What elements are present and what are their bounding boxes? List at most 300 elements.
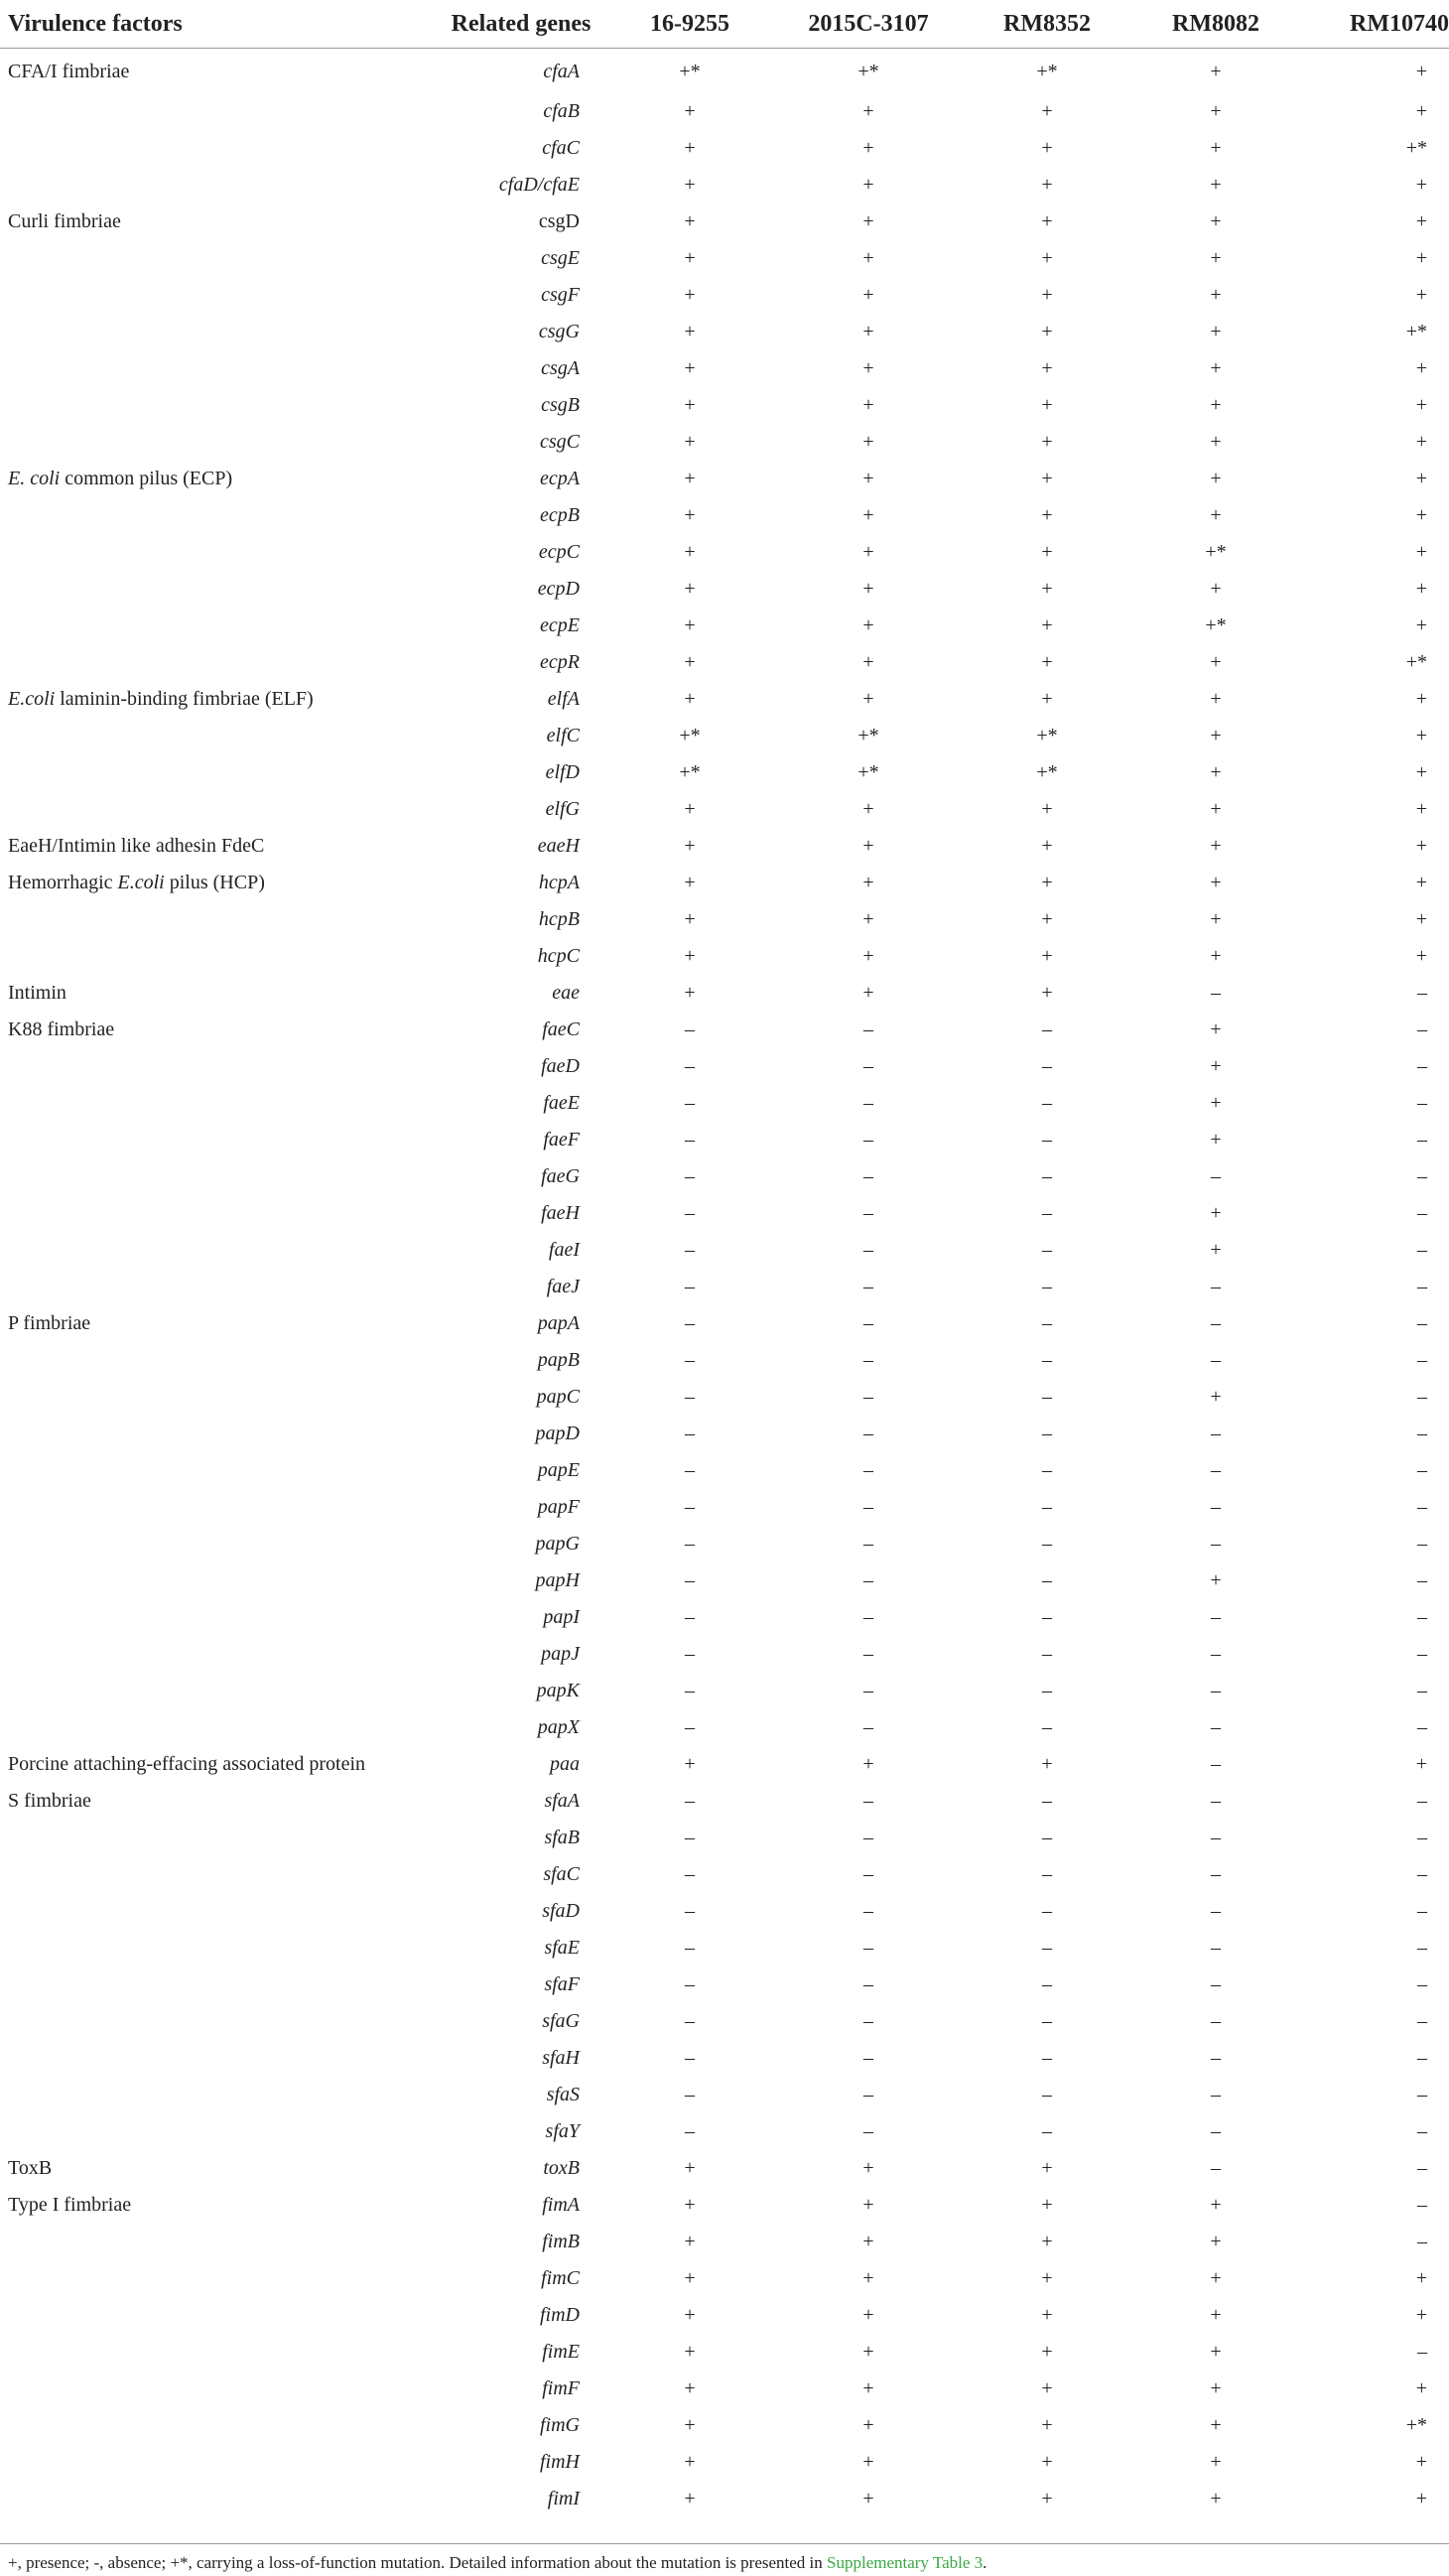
table-row xyxy=(0,1562,1449,1599)
presence-cell: – xyxy=(1042,1092,1052,1114)
related-gene-cell: papD xyxy=(535,1423,580,1444)
table-row xyxy=(0,975,1449,1012)
related-gene-cell: cfaD/cfaE xyxy=(498,174,580,196)
presence-cell: – xyxy=(1042,1312,1052,1334)
presence-cell: + xyxy=(1210,1129,1222,1151)
presence-cell: – xyxy=(1211,1312,1221,1334)
virulence-factor-cell xyxy=(0,203,437,240)
presence-cell: + xyxy=(1041,2194,1053,2216)
presence-cell: + xyxy=(1415,504,1427,526)
virulence-factor-cell xyxy=(0,1012,437,1048)
presence-cell: + xyxy=(684,2157,696,2179)
presence-cell: – xyxy=(863,1386,873,1408)
related-gene-cell: sfaY xyxy=(545,2120,580,2142)
virulence-factor-cell xyxy=(0,938,437,975)
related-gene-cell: papX xyxy=(537,1716,580,1738)
related-gene-cell: fimI xyxy=(547,2488,580,2509)
related-gene-cell: faeI xyxy=(548,1239,580,1261)
presence-cell: – xyxy=(1042,1680,1052,1701)
presence-cell: – xyxy=(1417,1386,1427,1408)
related-gene-cell: faeH xyxy=(541,1202,580,1224)
presence-cell: – xyxy=(1417,1827,1427,1848)
virulence-factor-species: E.coli xyxy=(8,688,56,710)
presence-cell: – xyxy=(685,1459,695,1481)
virulence-factor-cell xyxy=(0,901,437,938)
presence-cell: + xyxy=(1210,2267,1222,2289)
presence-cell: – xyxy=(863,1312,873,1334)
presence-cell: – xyxy=(1042,1423,1052,1444)
virulence-factor-cell xyxy=(0,497,437,534)
virulence-factor-cell xyxy=(0,1379,437,1416)
virulence-factor-species: E.coli xyxy=(117,872,165,893)
presence-cell: – xyxy=(685,1569,695,1591)
presence-cell: – xyxy=(863,1900,873,1922)
presence-cell: – xyxy=(1417,1239,1427,1261)
presence-cell: – xyxy=(685,2120,695,2142)
virulence-factor-name: S fimbriae xyxy=(8,1790,91,1812)
presence-cell: + xyxy=(1041,2488,1053,2509)
presence-cell: + xyxy=(1415,798,1427,820)
table-row xyxy=(0,350,1449,387)
presence-cell: + xyxy=(684,137,696,159)
related-gene-cell: hcpC xyxy=(537,945,580,967)
presence-cell: + xyxy=(1210,1202,1222,1224)
presence-cell: – xyxy=(1417,1349,1427,1371)
table-row xyxy=(0,2224,1449,2260)
presence-cell: – xyxy=(685,1496,695,1518)
table-row xyxy=(0,1636,1449,1673)
related-gene-cell: fimH xyxy=(540,2451,580,2473)
table-row xyxy=(0,608,1449,644)
virulence-factor-cell xyxy=(0,1562,437,1599)
presence-cell: – xyxy=(1417,1606,1427,1628)
related-gene-cell: paa xyxy=(550,1753,580,1775)
related-gene-cell: fimF xyxy=(542,2377,580,2399)
presence-cell: – xyxy=(1417,1055,1427,1077)
table-row xyxy=(0,2113,1449,2150)
virulence-factor-cell xyxy=(0,754,437,791)
presence-cell: + xyxy=(1041,2267,1053,2289)
virulence-factor-name: K88 fimbriae xyxy=(8,1018,115,1040)
presence-cell: + xyxy=(862,908,874,930)
presence-cell: + xyxy=(684,2341,696,2363)
presence-cell: – xyxy=(863,1349,873,1371)
virulence-factor-cell xyxy=(0,2260,437,2297)
table-footnote xyxy=(8,2553,987,2573)
presence-cell: + xyxy=(1210,2414,1222,2436)
header-strain-rm8352: RM8352 xyxy=(963,0,1131,49)
related-gene-cell: csgF xyxy=(541,284,580,306)
presence-cell: – xyxy=(863,2010,873,2032)
presence-cell: – xyxy=(685,1973,695,1995)
related-gene-cell: papK xyxy=(536,1680,580,1701)
presence-cell: – xyxy=(1042,1716,1052,1738)
presence-cell: + xyxy=(1210,61,1222,82)
presence-cell: + xyxy=(1041,578,1053,600)
virulence-factor-cell xyxy=(0,1269,437,1305)
related-gene-cell: elfD xyxy=(545,761,580,783)
virulence-factor-cell xyxy=(0,2334,437,2371)
presence-cell: – xyxy=(863,1606,873,1628)
presence-cell: – xyxy=(863,1973,873,1995)
table-row xyxy=(0,497,1449,534)
related-gene-cell: papH xyxy=(535,1569,580,1591)
table-row xyxy=(0,901,1449,938)
presence-cell: + xyxy=(1415,247,1427,269)
presence-cell: + xyxy=(1210,1569,1222,1591)
presence-cell: + xyxy=(684,210,696,232)
presence-cell: + xyxy=(1210,100,1222,122)
presence-cell: + xyxy=(684,394,696,416)
virulence-factor-cell xyxy=(0,350,437,387)
presence-cell: + xyxy=(684,798,696,820)
virulence-factor-name: common pilus (ECP) xyxy=(60,468,233,489)
related-gene-cell: sfaA xyxy=(544,1790,580,1812)
presence-cell: + xyxy=(862,210,874,232)
presence-cell: + xyxy=(1415,61,1427,82)
presence-cell: + xyxy=(1041,835,1053,857)
presence-cell: + xyxy=(1415,835,1427,857)
presence-cell: +* xyxy=(1405,321,1427,342)
presence-cell: +* xyxy=(1036,725,1058,746)
presence-cell: +* xyxy=(679,761,701,783)
presence-cell: – xyxy=(863,1827,873,1848)
virulence-factor-cell xyxy=(0,93,437,130)
related-gene-cell: cfaB xyxy=(543,100,580,122)
presence-cell: – xyxy=(1417,2157,1427,2179)
presence-cell: + xyxy=(862,835,874,857)
presence-cell: + xyxy=(1041,688,1053,710)
presence-cell: – xyxy=(863,2047,873,2069)
virulence-factor-cell xyxy=(0,1893,437,1930)
table-row xyxy=(0,791,1449,828)
presence-cell: + xyxy=(1210,651,1222,673)
virulence-factor-cell xyxy=(0,1416,437,1452)
related-gene-cell: sfaG xyxy=(542,2010,580,2032)
presence-cell: + xyxy=(1415,100,1427,122)
presence-cell: – xyxy=(1417,2010,1427,2032)
virulence-factor-cell xyxy=(0,1452,437,1489)
presence-cell: – xyxy=(1042,1018,1052,1040)
table-row xyxy=(0,1599,1449,1636)
presence-cell: + xyxy=(1415,688,1427,710)
presence-cell: + xyxy=(862,174,874,196)
presence-cell: + xyxy=(862,872,874,893)
presence-cell: + xyxy=(862,541,874,563)
presence-cell: + xyxy=(1415,945,1427,967)
table-row xyxy=(0,1122,1449,1158)
related-gene-cell: sfaS xyxy=(546,2084,580,2105)
presence-cell: – xyxy=(1417,1092,1427,1114)
supplementary-table-link[interactable]: Supplementary Table 3 xyxy=(827,2553,984,2572)
presence-cell: – xyxy=(863,1680,873,1701)
presence-cell: – xyxy=(1211,1496,1221,1518)
presence-cell: + xyxy=(684,908,696,930)
presence-cell: – xyxy=(1417,1496,1427,1518)
presence-cell: +* xyxy=(857,761,879,783)
related-gene-cell: papI xyxy=(543,1606,580,1628)
presence-cell: – xyxy=(1042,1386,1052,1408)
virulence-factor-cell xyxy=(0,277,437,314)
virulence-factor-name: CFA/I fimbriae xyxy=(8,61,130,82)
related-gene-cell: sfaF xyxy=(544,1973,580,1995)
presence-cell: + xyxy=(1041,2341,1053,2363)
presence-cell: – xyxy=(1042,1790,1052,1812)
presence-cell: + xyxy=(1210,2194,1222,2216)
presence-cell: + xyxy=(1415,1753,1427,1775)
related-gene-cell: faeC xyxy=(542,1018,580,1040)
presence-cell: – xyxy=(1042,1533,1052,1555)
presence-cell: – xyxy=(1042,1900,1052,1922)
header-strain-2015c-3107: 2015C-3107 xyxy=(774,0,963,49)
presence-cell: + xyxy=(684,174,696,196)
presence-cell: – xyxy=(685,1312,695,1334)
presence-cell: + xyxy=(1210,174,1222,196)
virulence-factor-species: E. coli xyxy=(8,468,61,489)
presence-cell: + xyxy=(684,357,696,379)
virulence-factor-cell xyxy=(0,2150,437,2187)
table-row xyxy=(0,828,1449,865)
virulence-factor-cell xyxy=(0,644,437,681)
presence-cell: + xyxy=(684,504,696,526)
table-row xyxy=(0,2040,1449,2077)
presence-cell: + xyxy=(862,2414,874,2436)
presence-cell: – xyxy=(685,1680,695,1701)
related-gene-cell: ecpC xyxy=(538,541,580,563)
presence-cell: – xyxy=(685,1533,695,1555)
related-gene-cell: papE xyxy=(537,1459,580,1481)
presence-cell: + xyxy=(1041,247,1053,269)
presence-cell: + xyxy=(684,614,696,636)
related-gene-cell: faeE xyxy=(543,1092,580,1114)
presence-cell: – xyxy=(685,1827,695,1848)
presence-cell: + xyxy=(684,2267,696,2289)
presence-cell: – xyxy=(685,1643,695,1665)
presence-cell: + xyxy=(1415,357,1427,379)
presence-cell: – xyxy=(685,1202,695,1224)
virulence-factor-cell xyxy=(0,167,437,203)
related-gene-cell: csgC xyxy=(540,431,580,453)
presence-cell: – xyxy=(685,1716,695,1738)
presence-cell: – xyxy=(1042,1276,1052,1297)
presence-cell: – xyxy=(1042,1055,1052,1077)
presence-cell: – xyxy=(1211,2157,1221,2179)
presence-cell: +* xyxy=(1036,61,1058,82)
table-row xyxy=(0,277,1449,314)
presence-cell: – xyxy=(685,1165,695,1187)
related-gene-cell: csgD xyxy=(538,210,580,232)
table-row xyxy=(0,1048,1449,1085)
presence-cell: + xyxy=(684,2451,696,2473)
table-row xyxy=(0,240,1449,277)
table-body xyxy=(0,49,1449,2518)
presence-cell: – xyxy=(1417,1129,1427,1151)
presence-cell: + xyxy=(1210,1055,1222,1077)
virulence-factor-cell xyxy=(0,1746,437,1783)
virulence-factor-cell xyxy=(0,130,437,167)
presence-cell: – xyxy=(1417,982,1427,1004)
virulence-factor-cell xyxy=(0,2113,437,2150)
presence-cell: – xyxy=(1211,1349,1221,1371)
presence-cell: + xyxy=(1041,2377,1053,2399)
presence-cell: – xyxy=(863,1496,873,1518)
related-gene-cell: eaeH xyxy=(537,835,580,857)
virulence-factor-cell xyxy=(0,1856,437,1893)
presence-cell: – xyxy=(1417,2084,1427,2105)
presence-cell: + xyxy=(1210,210,1222,232)
presence-cell: + xyxy=(1210,688,1222,710)
presence-cell: – xyxy=(1417,1680,1427,1701)
related-gene-cell: papC xyxy=(536,1386,580,1408)
presence-cell: +* xyxy=(1405,137,1427,159)
presence-cell: + xyxy=(862,2231,874,2252)
presence-cell: + xyxy=(1415,174,1427,196)
table-row xyxy=(0,1416,1449,1452)
presence-cell: + xyxy=(862,2341,874,2363)
presence-cell: – xyxy=(1417,2047,1427,2069)
presence-cell: + xyxy=(1210,835,1222,857)
presence-cell: – xyxy=(863,2084,873,2105)
virulence-factor-cell xyxy=(0,240,437,277)
related-gene-cell: cfaC xyxy=(542,137,580,159)
related-gene-cell: papA xyxy=(537,1312,580,1334)
header-strain-rm10740: RM10740 xyxy=(1300,0,1449,49)
presence-cell: – xyxy=(863,2120,873,2142)
presence-cell: + xyxy=(1415,468,1427,489)
virulence-factor-cell xyxy=(0,608,437,644)
table-row xyxy=(0,2150,1449,2187)
presence-cell: + xyxy=(1210,357,1222,379)
table-row xyxy=(0,203,1449,240)
presence-cell: – xyxy=(1042,1863,1052,1885)
related-gene-cell: csgE xyxy=(541,247,580,269)
presence-cell: – xyxy=(863,1239,873,1261)
presence-cell: + xyxy=(1210,431,1222,453)
table-row xyxy=(0,644,1449,681)
virulence-factor-cell xyxy=(0,1158,437,1195)
presence-cell: – xyxy=(1042,2084,1052,2105)
presence-cell: – xyxy=(1042,1459,1052,1481)
presence-cell: – xyxy=(1042,1973,1052,1995)
presence-cell: – xyxy=(1042,1606,1052,1628)
presence-cell: – xyxy=(863,1459,873,1481)
presence-cell: + xyxy=(862,431,874,453)
table-row xyxy=(0,2187,1449,2224)
related-gene-cell: fimA xyxy=(542,2194,580,2216)
presence-cell: + xyxy=(1415,872,1427,893)
presence-cell: + xyxy=(1210,578,1222,600)
presence-cell: + xyxy=(1210,284,1222,306)
presence-cell: – xyxy=(1211,2047,1221,2069)
related-gene-cell: ecpA xyxy=(540,468,580,489)
table-row xyxy=(0,754,1449,791)
related-gene-cell: toxB xyxy=(543,2157,580,2179)
related-gene-cell: sfaB xyxy=(544,1827,580,1848)
presence-cell: + xyxy=(862,2377,874,2399)
virulence-factor-cell xyxy=(0,1783,437,1820)
presence-cell: – xyxy=(863,1276,873,1297)
virulence-factor-cell xyxy=(0,314,437,350)
table-row xyxy=(0,461,1449,497)
presence-cell: + xyxy=(1041,2451,1053,2473)
presence-cell: + xyxy=(1210,394,1222,416)
presence-cell: – xyxy=(685,2010,695,2032)
presence-cell: + xyxy=(1415,2267,1427,2289)
presence-cell: + xyxy=(1210,247,1222,269)
presence-cell: + xyxy=(1041,945,1053,967)
presence-cell: + xyxy=(862,468,874,489)
presence-cell: + xyxy=(1210,798,1222,820)
presence-cell: – xyxy=(1042,1937,1052,1959)
virulence-factor-cell xyxy=(0,571,437,608)
virulence-factor-cell xyxy=(0,424,437,461)
presence-cell: – xyxy=(863,1790,873,1812)
presence-cell: + xyxy=(1041,210,1053,232)
related-gene-cell: papJ xyxy=(541,1643,580,1665)
presence-cell: + xyxy=(1041,541,1053,563)
presence-cell: + xyxy=(1210,2451,1222,2473)
presence-cell: + xyxy=(1415,761,1427,783)
table-row xyxy=(0,1305,1449,1342)
presence-cell: – xyxy=(1417,1900,1427,1922)
presence-cell: – xyxy=(1211,1533,1221,1555)
table-row xyxy=(0,1269,1449,1305)
presence-cell: + xyxy=(1041,137,1053,159)
table-row xyxy=(0,1232,1449,1269)
virulence-factor-name: Curli fimbriae xyxy=(8,210,121,232)
presence-cell: – xyxy=(685,1863,695,1885)
presence-cell: – xyxy=(863,1643,873,1665)
presence-cell: + xyxy=(1415,578,1427,600)
table-row xyxy=(0,1746,1449,1783)
presence-cell: + xyxy=(684,468,696,489)
table-row xyxy=(0,681,1449,718)
table-row xyxy=(0,2481,1449,2517)
presence-cell: – xyxy=(1042,2120,1052,2142)
virulence-factor-cell xyxy=(0,1305,437,1342)
table-row xyxy=(0,1526,1449,1562)
presence-cell: + xyxy=(1210,761,1222,783)
presence-cell: + xyxy=(1041,504,1053,526)
presence-cell: + xyxy=(1210,725,1222,746)
presence-cell: + xyxy=(1041,982,1053,1004)
presence-cell: + xyxy=(1415,431,1427,453)
presence-cell: – xyxy=(1417,2341,1427,2363)
presence-cell: + xyxy=(684,1753,696,1775)
table-row xyxy=(0,1379,1449,1416)
table-row xyxy=(0,1085,1449,1122)
table-row xyxy=(0,571,1449,608)
related-gene-cell: faeG xyxy=(541,1165,580,1187)
presence-cell: + xyxy=(684,2194,696,2216)
virulence-factor-cell xyxy=(0,1820,437,1856)
table-header xyxy=(0,0,1449,49)
virulence-factor-cell xyxy=(0,1232,437,1269)
presence-cell: + xyxy=(1415,284,1427,306)
virulence-factor-cell xyxy=(0,1048,437,1085)
related-gene-cell: csgG xyxy=(538,321,580,342)
presence-cell: – xyxy=(1211,1423,1221,1444)
presence-cell: – xyxy=(685,1129,695,1151)
presence-cell: + xyxy=(1415,2451,1427,2473)
related-gene-cell: elfC xyxy=(546,725,580,746)
presence-cell: – xyxy=(685,1349,695,1371)
presence-cell: + xyxy=(1041,614,1053,636)
presence-cell: – xyxy=(1042,1165,1052,1187)
presence-cell: + xyxy=(1210,2488,1222,2509)
table-row xyxy=(0,387,1449,424)
virulence-factor-cell xyxy=(0,791,437,828)
